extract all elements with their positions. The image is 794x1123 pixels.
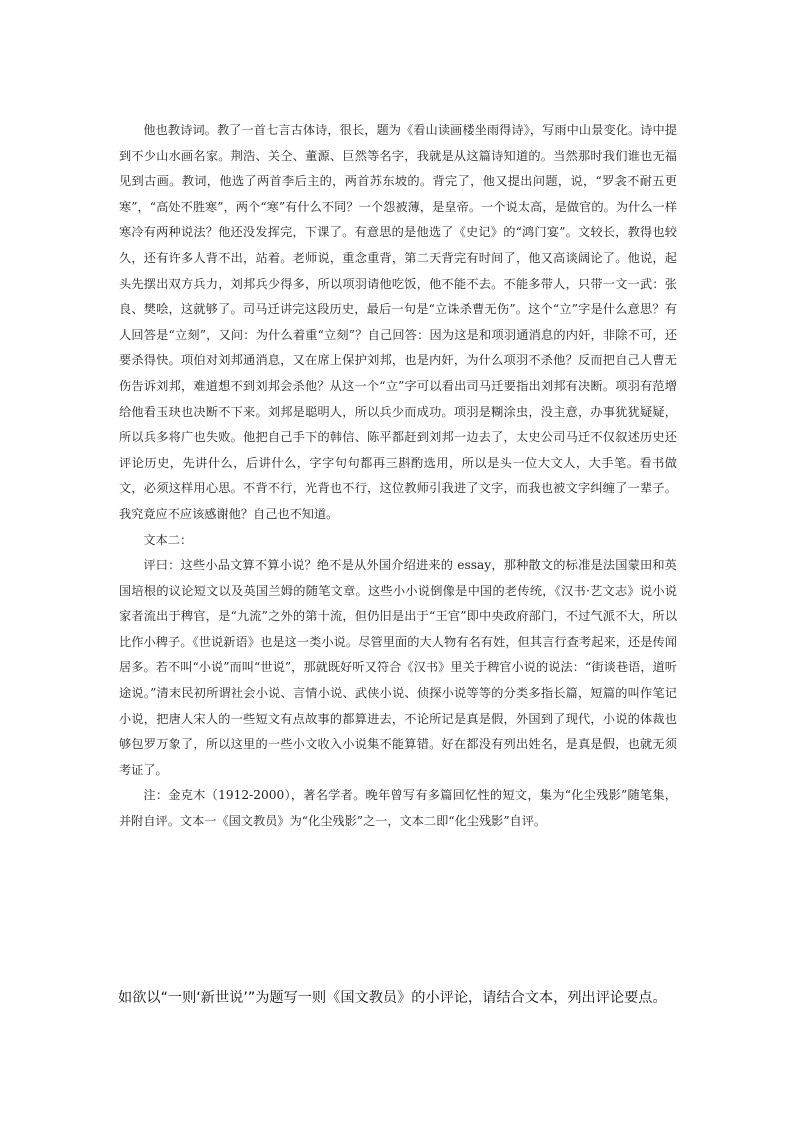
text2-heading: 文本二：	[143, 532, 193, 547]
text1-paragraph: 他也教诗词。教了一首七言古体诗，很长，题为《看山读画楼坐雨得诗》，写雨中山景变化。诗中提到不少山水画名家。荆浩、关仝、董源、巨然等名字，我就是从这篇诗知道的。当然那时我们谁也无福见到古画。教词，他选了两首李后主的，两首苏东坡的。背完了，他又提出问题，说，“罗衾不耐五更寒”，“高处不胜寒”，两个“寒”有什么不同？一个怨被薄，是皇帝。一个说太高，是做官的。为什么一样寒冷有两种说法？他还没发挥完，下课了。有意思的是他选了《史记》的“鸿门宴”。文较长，教得也较久，还有许多人背不出，站着。老师说，重念重背，第二天背完有时间了，他又高谈阔论了。他说，起头先摆出双方兵力，刘邦兵少得多，所以项羽请他吃饭，他不能不去。不能多带人，只带一文一武：张良、樊哙，这就够了。司马迁讲完这段历史，最后一句是“立诛杀曹无伤”。这个“立”字是什么意思？有人回答是“立刻”，又问：为什么着重“立刻”？自己回答：因为这是和项羽通消息的内奸，非除不可，还要杀得快。项伯对刘邦通消息，又在席上保护刘邦，也是内奸，为什么项羽不杀他？反而把自己人曹无伤告诉刘邦，难道想不到刘邦会杀他？从这一个“立”字可以看出司马迁要指出刘邦有决断。项羽有范增给他看玉玦也决断不下来。刘邦是聪明人，所以兵少而成功。项羽是糊涂虫，没主意，办事犹犹疑疑，所以兵多将广也失败。他把自己手下的韩信、陈平都赶到刘邦一边去了，太史公司马迁不仅叙述历史还评论历史，先讲什么，后讲什么，字字句句都再三斟酌选用，所以是头一位大文人，大手笔。看书做文，必须这样用心思。不背不行，光背也不行，这位教师引我进了文字，而我也被文字纠缠了一辈子。我究竟应不应该感谢他？自己也不知道。	[119, 123, 677, 521]
text2-paragraph: 评曰：这些小品文算不算小说？绝不是从外国介绍进来的 essay，那种散文的标准是法国蒙田和英国培根的议论短文以及英国兰姆的随笔文章。这些小小说倒像是中国的老传统，《汉书·艺文志》说小说家者流出于稗官，是“九流”之外的第十流，但仍旧是出于“王官”即中央政府部门，不过气派不大，所以比作小稗子。《世说新语》也是这一类小说。尽管里面的大人物有名有姓，但其言行查考起来，还是传闻居多。若不叫“小说”而叫“世说”，那就既好听又符合《汉书》里关于稗官小说的说法：“街谈巷语，道听途说。”清末民初所谓社会小说、言情小说、武侠小说、侦探小说等等的分类多指长篇，短篇的叫作笔记小说，把唐人宋人的一些短文有点故事的都算进去，不论所记是真是假，外国到了现代，小说的体裁也够包罗万象了，所以这里的一些小文收入小说集不能算错。好在都没有列出姓名，是真是假，也就无须考证了。	[119, 558, 677, 777]
question-prompt: 如欲以“一则‘新世说’”为题写一则《国文教员》的小评论，请结合文本，列出评论要点。	[118, 990, 667, 1006]
scanned-passage	[119, 118, 677, 835]
note-paragraph: 注：金克木（1912-2000），著名学者。晚年曾写有多篇回忆性的短文，集为“化尘残影”随笔集，并附自评。文本一《国文教员》为“化尘残影”之一，文本二即“化尘残影”自评。	[119, 788, 677, 829]
